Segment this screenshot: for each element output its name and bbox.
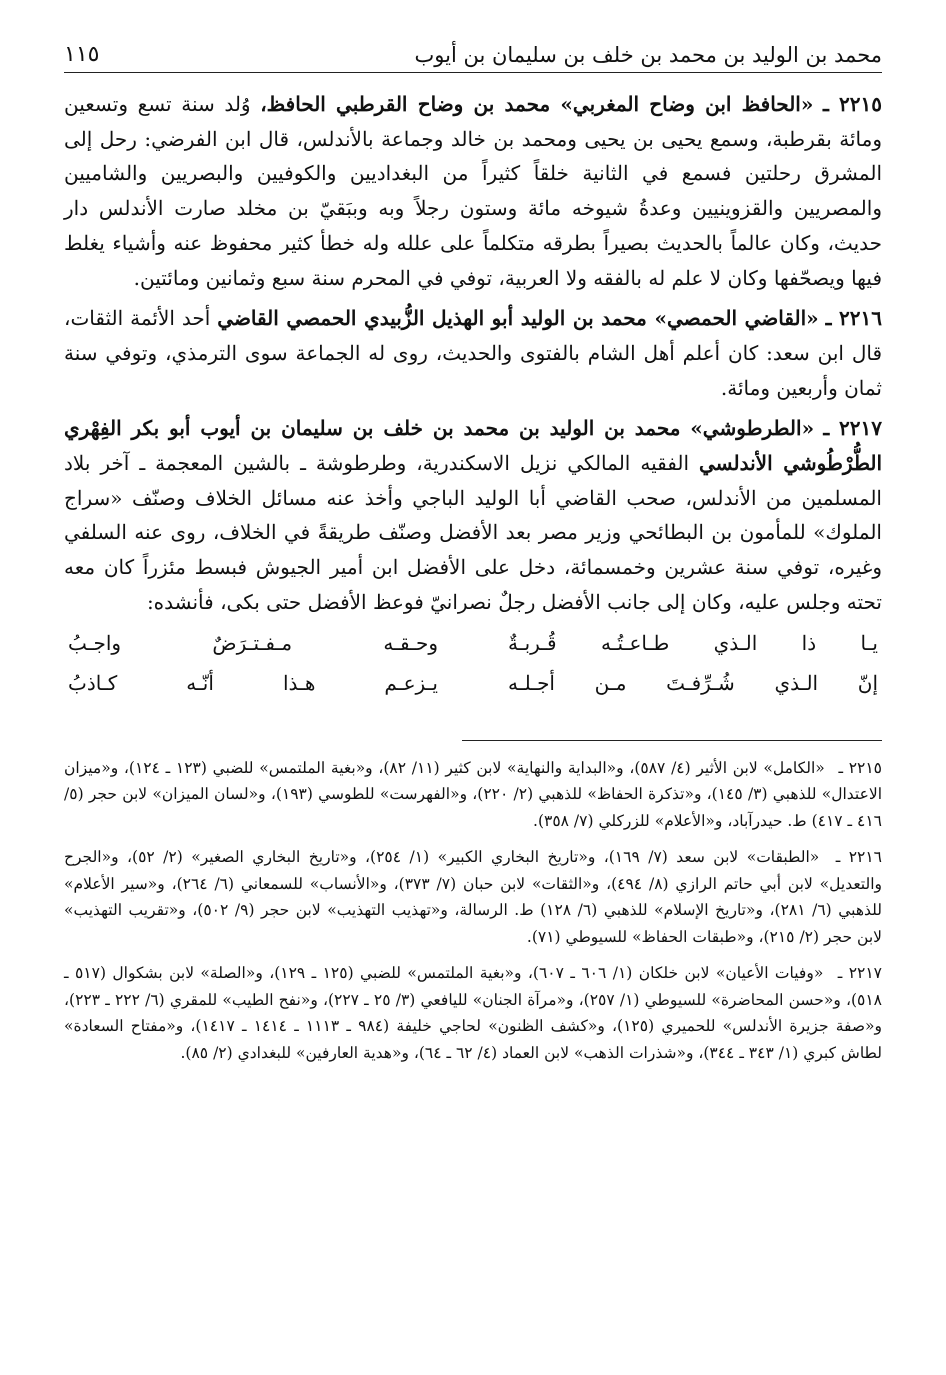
footnote-number: ٢٢١٦ ـ (835, 848, 882, 867)
footnote-text: «الكامل» لابن الأثير (٤/ ٥٨٧)، و«البداية والنهاية» لابن كثير (١١/ ٨٢)، و«بغية الملتمس» للضبي (١٢٣ ـ ١٢٤)، و«ميزان الاعتدال» للذهبي (٣/ ١٤٥)، و«تذكرة الحفاظ» للذهبي (٢/ ٢٢٠)، و«الفهرست» للطوسي (١٩٣)، و«لسان الميزان» لابن حجر (٥/ ٤١٦ ـ ٤١٧) ط. حيدرآباد، و«الأعلام» للزركلي (٧/ ٣٥٨). (64, 758, 883, 830)
footnote-2216 (64, 844, 882, 950)
entry-number: ٢٢١٦ ـ (825, 306, 882, 331)
footnotes (64, 755, 882, 1067)
entry-2217 (64, 411, 882, 619)
entry-heading: «الطرطوشي» محمد بن الوليد بن محمد بن خلف بن سليمان بن أيوب أبو بكر الفِهْري الطُّرْطُوشي الأندلسي (64, 416, 882, 476)
page-header (64, 28, 882, 73)
poem-hemistich: وحـقـه مـفـتـرَضٌ واجـبُ (68, 630, 438, 655)
entry-heading: «الحافظ ابن وضاح المغربي» محمد بن وضاح القرطبي الحافظ، (260, 92, 814, 116)
main-text (64, 87, 882, 700)
entry-text: أحد الأئمة الثقات، قال ابن سعد: كان أعلم أهل الشام بالفتوى والحديث، روى له الجماعة سوى الترمذي، وتوفي سنة ثمان وأربعين ومائة. (64, 306, 882, 400)
poem-hemistich: يـا ذا الـذي طـاعـتُـه قُـربـةٌ (508, 630, 878, 655)
entry-2216 (64, 301, 882, 405)
entry-heading: «القاضي الحمصي» محمد بن الوليد أبو الهذيل الزُّبيدي الحمصي القاضي (217, 306, 819, 331)
poem-hemistich: يـزعـم هـذا أنّـه كـاذبُ (68, 670, 438, 695)
entry-text: وُلد سنة تسع وتسعين ومائة بقرطبة، وسمع يحيى بن يحيى ومحمد بن خالد وجماعة بالأندلس، قال ابن الفرضي: رحل إلى المشرق رحلتين فسمع في الثانية خلقاً كثيراً من البغداديين والكوفيين والبصريين والشاميين والمصريين والقزوينيين وعدةُ شيوخه مائة وستون رجلاً وبه وببَقيّ بن مخلد صارت الأندلس دار حديث، وكان عالماً بالحديث بصيراً بطرقه متكلماً على علله وله خطأ كثير محفوظ عنه وأشياء يغلط فيها ويصحّفها وكان لا علم له بالفقه ولا العربية، توفي في المحرم سنة سبع وثمانين ومائتين. (64, 92, 882, 290)
poem-hemistich: إنّ الـذي شُـرِّفـتَ مـن أجـلـه (508, 670, 878, 695)
running-title: محمد بن الوليد بن محمد بن خلف بن سليمان بن أيوب (414, 43, 882, 67)
entry-text: الفقيه المالكي نزيل الاسكندرية، وطرطوشة ـ بالشين المعجمة ـ آخر بلاد المسلمين من الأندلس، صحب القاضي أبا الوليد الباجي وأخذ عنه مسائل الخلاف وصنّف «سراج الملوك» للمأمون بن البطائحي وزير مصر بعد الأفضل وصنّف طريقةً في الخلاف، روى عنه السلفي وغيره، توفي سنة عشرين وخمسمائة، دخل على الأفضل ابن أمير الجيوش فبسط مئزراً كان معه تحته وجلس عليه، وكان إلى جانب الأفضل رجلٌ نصرانيّ فوعظ الأفضل حتى بكى، فأنشده: (64, 451, 882, 614)
poem (64, 626, 882, 700)
page-number: ١١٥ (64, 42, 100, 67)
footnote-2215 (64, 755, 882, 835)
footnote-number: ٢٢١٧ ـ (837, 964, 882, 983)
book-page (64, 28, 882, 1358)
entry-2215 (64, 87, 882, 295)
entry-number: ٢٢١٥ ـ (822, 92, 883, 116)
footnote-text: «وفيات الأعيان» لابن خلكان (١/ ٦٠٦ ـ ٦٠٧)، و«بغية الملتمس» للضبي (١٢٥ ـ ١٢٩)، و«الصلة» لابن بشكوال (٥١٧ ـ ٥١٨)، و«حسن المحاضرة» للسيوطي (١/ ٢٥٧)، و«مرآة الجنان» لليافعي (٣/ ٢٥ ـ ٢٢٧)، و«نفح الطيب» للمقري (٦/ ٢٢٢ ـ ٢٢٣)، و«صفة جزيرة الأندلس» للحميري (١٢٥)، و«كشف الظنون» لحاجي خليفة (٩٨٤ ـ ١١١٣ ـ ١٤١٤ ـ ١٤١٧)، و«مفتاح السعادة» لطاش كبري (١/ ٣٤٣ ـ ٣٤٤)، و«شذرات الذهب» لابن العماد (٤/ ٦٢ ـ ٦٤)، و«هدية العارفين» للبغدادي (٢/ ٨٥). (64, 964, 883, 1062)
footnote-separator (462, 740, 882, 741)
footnote-2217 (64, 960, 882, 1066)
entry-number: ٢٢١٧ ـ (823, 416, 883, 441)
footnote-text: «الطبقات» لابن سعد (٧/ ١٦٩)، و«تاريخ البخاري الكبير» (١/ ٢٥٤)، و«تاريخ البخاري الصغير» (٢/ ٥٢)، و«الجرح والتعديل» لابن أبي حاتم الرازي (٨/ ٤٩٤)، و«الثقات» لابن حبان (٧/ ٣٧٣)، و«الأنساب» للسمعاني (٦/ ٢٦٤)، و«سير الأعلام» للذهبي (٦/ ٢٨١)، و«تاريخ الإسلام» للذهبي (٦/ ١٢٨) ط. الرسالة، و«تهذيب التهذيب» لابن حجر (٩/ ٥٠٢)، و«تقريب التهذيب» لابن حجر (٢/ ٢١٥)، و«طبقات الحفاظ» للسيوطي (٧١). (64, 848, 883, 946)
footnote-number: ٢٢١٥ ـ (838, 758, 882, 777)
